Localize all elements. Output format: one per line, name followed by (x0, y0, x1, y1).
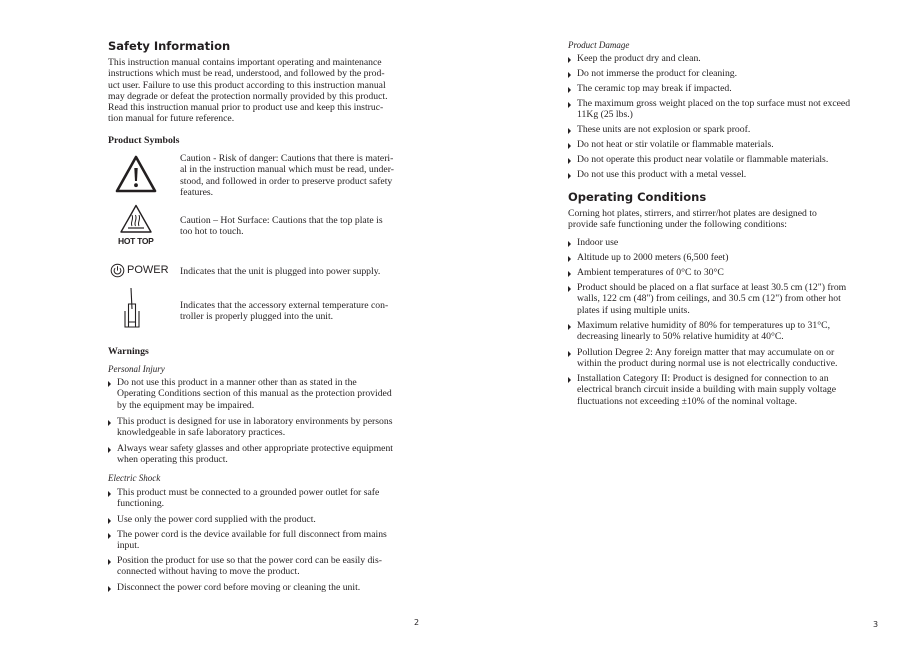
text-line: The ceramic top may break if impacted. (577, 83, 732, 94)
text-line: Do not use this product with a metal vessel. (577, 169, 747, 180)
list-item (108, 443, 393, 466)
list-item (568, 83, 732, 94)
warnings-heading: Warnings (108, 346, 149, 357)
text-line: Indoor use (577, 237, 619, 248)
list-item (568, 252, 728, 263)
personal-injury-heading: Personal Injury (108, 364, 165, 374)
list-item (568, 237, 618, 248)
text-line: decreasing linearly to 50% relative humidity at 40°C. (577, 331, 784, 343)
symbol-hot-surface-text (180, 215, 383, 238)
text-line: stood, and followed in order to preserve product safety (180, 175, 393, 187)
text-line: al in the instruction manual which must be read, under- (180, 164, 394, 176)
text-line: Use only the power cord supplied with the product. (117, 514, 316, 525)
text-line: may degrade or defeat the protection normally provided by this product. (108, 90, 388, 102)
intro-paragraph (108, 57, 388, 125)
text-line: This instruction manual contains important operating and maintenance (108, 57, 382, 68)
text-line: Installation Category II: Product is designed for connection to an (577, 373, 829, 384)
operating-conditions-heading: Operating Conditions (568, 190, 707, 204)
text-line: connected without having to move the product. (117, 566, 300, 578)
text-line: Disconnect the power cord before moving or cleaning the unit. (117, 582, 361, 593)
text-line: Product should be placed on a flat surface at least 30.5 cm (12") from (577, 282, 847, 293)
text-line: Caution – Hot Surface: Cautions that the top plate is (180, 215, 383, 226)
text-line: provide safe functioning under the following conditions: (568, 219, 787, 231)
warning-triangle-icon (114, 154, 158, 194)
text-line: Pollution Degree 2: Any foreign matter that may accumulate on or (577, 347, 835, 358)
hot-top-label: HOT TOP (118, 236, 154, 246)
text-line: uct user. Failure to use this product according to this instruction manual (108, 79, 386, 91)
product-symbols-heading: Product Symbols (108, 135, 180, 146)
text-line: input. (117, 540, 140, 552)
power-label: POWER (127, 264, 169, 276)
list-item (108, 582, 360, 593)
list-item (568, 53, 701, 64)
text-line: plates if using multiple units. (577, 304, 690, 316)
text-line: when operating this product. (117, 454, 228, 466)
power-icon (110, 263, 125, 278)
text-line: by the equipment may be impaired. (117, 399, 255, 411)
list-item (568, 373, 836, 407)
list-item (568, 282, 846, 316)
text-line: The maximum gross weight placed on the top surface must not exceed (577, 98, 851, 109)
list-item (568, 154, 828, 165)
text-line: instructions which must be read, understood, and followed by the prod- (108, 68, 385, 80)
text-line: Read this instruction manual prior to product use and keep this instruc- (108, 102, 384, 114)
list-item (568, 347, 837, 370)
list-item (568, 68, 737, 79)
symbol-caution-text (180, 153, 394, 198)
list-item (108, 529, 387, 552)
text-line: Corning hot plates, stirrers, and stirrer/hot plates are designed to (568, 208, 817, 219)
list-item (108, 555, 382, 578)
list-item (108, 487, 379, 510)
text-line: electrical branch circuit inside a building with main supply voltage (577, 384, 837, 396)
list-item (568, 98, 850, 121)
list-item (108, 416, 393, 439)
temperature-probe-icon (120, 287, 144, 329)
text-line: Do not operate this product near volatile or flammable materials. (577, 154, 829, 165)
text-line: Operating Conditions section of this manual as the protection provided (117, 388, 392, 400)
hot-top-icon (119, 204, 153, 234)
text-line: Always wear safety glasses and other appropriate protective equipment (117, 443, 393, 454)
text-line: knowledgeable in safe laboratory practices. (117, 427, 286, 439)
text-line: This product must be connected to a grounded power outlet for safe (117, 487, 380, 498)
text-line: This product is designed for use in laboratory environments by persons (117, 416, 393, 427)
text-line: Do not heat or stir volatile or flammable materials. (577, 139, 774, 150)
page-number-right: 3 (873, 620, 879, 629)
page-number-left: 2 (414, 618, 420, 627)
text-line: Altitude up to 2000 meters (6,500 feet) (577, 252, 729, 263)
symbol-temperature-text (180, 300, 388, 323)
text-line: too hot to touch. (180, 226, 244, 238)
text-line: troller is properly plugged into the unit. (180, 311, 334, 323)
operating-intro (568, 208, 817, 231)
list-item (108, 514, 316, 525)
list-item (568, 169, 746, 180)
text-line: within the product during normal use is not electrically conductive. (577, 358, 838, 370)
list-item (568, 267, 724, 278)
text-line: Position the product for use so that the power cord can be easily dis- (117, 555, 382, 566)
safety-information-heading: Safety Information (108, 39, 231, 53)
list-item (568, 320, 830, 343)
text-line: Do not immerse the product for cleaning. (577, 68, 738, 79)
text-line: Ambient temperatures of 0°C to 30°C (577, 267, 724, 278)
list-item (568, 124, 750, 135)
text-line: 11Kg (25 lbs.) (577, 109, 633, 121)
text-line: Do not use this product in a manner other than as stated in the (117, 377, 357, 388)
text-line: tion manual for future reference. (108, 113, 235, 125)
text-line: functioning. (117, 498, 165, 510)
list-item (568, 139, 774, 150)
list-item (108, 377, 392, 411)
text-line: Maximum relative humidity of 80% for temperatures up to 31°C, (577, 320, 831, 331)
text-line: Keep the product dry and clean. (577, 53, 701, 64)
product-damage-heading: Product Damage (568, 40, 630, 50)
text-line: fluctuations not exceeding ±10% of the nominal voltage. (577, 395, 797, 407)
text-line: Caution - Risk of danger: Cautions that there is materi- (180, 153, 394, 164)
text-line: walls, 122 cm (48") from ceilings, and 30.5 cm (12") from other hot (577, 293, 841, 305)
text-line: features. (180, 186, 214, 198)
text-line: Indicates that the accessory external temperature con- (180, 300, 389, 311)
electric-shock-heading: Electric Shock (108, 473, 161, 483)
text-line: The power cord is the device available for full disconnect from mains (117, 529, 387, 540)
symbol-power-text (180, 266, 380, 277)
text-line: Indicates that the unit is plugged into power supply. (180, 266, 381, 277)
text-line: These units are not explosion or spark proof. (577, 124, 751, 135)
